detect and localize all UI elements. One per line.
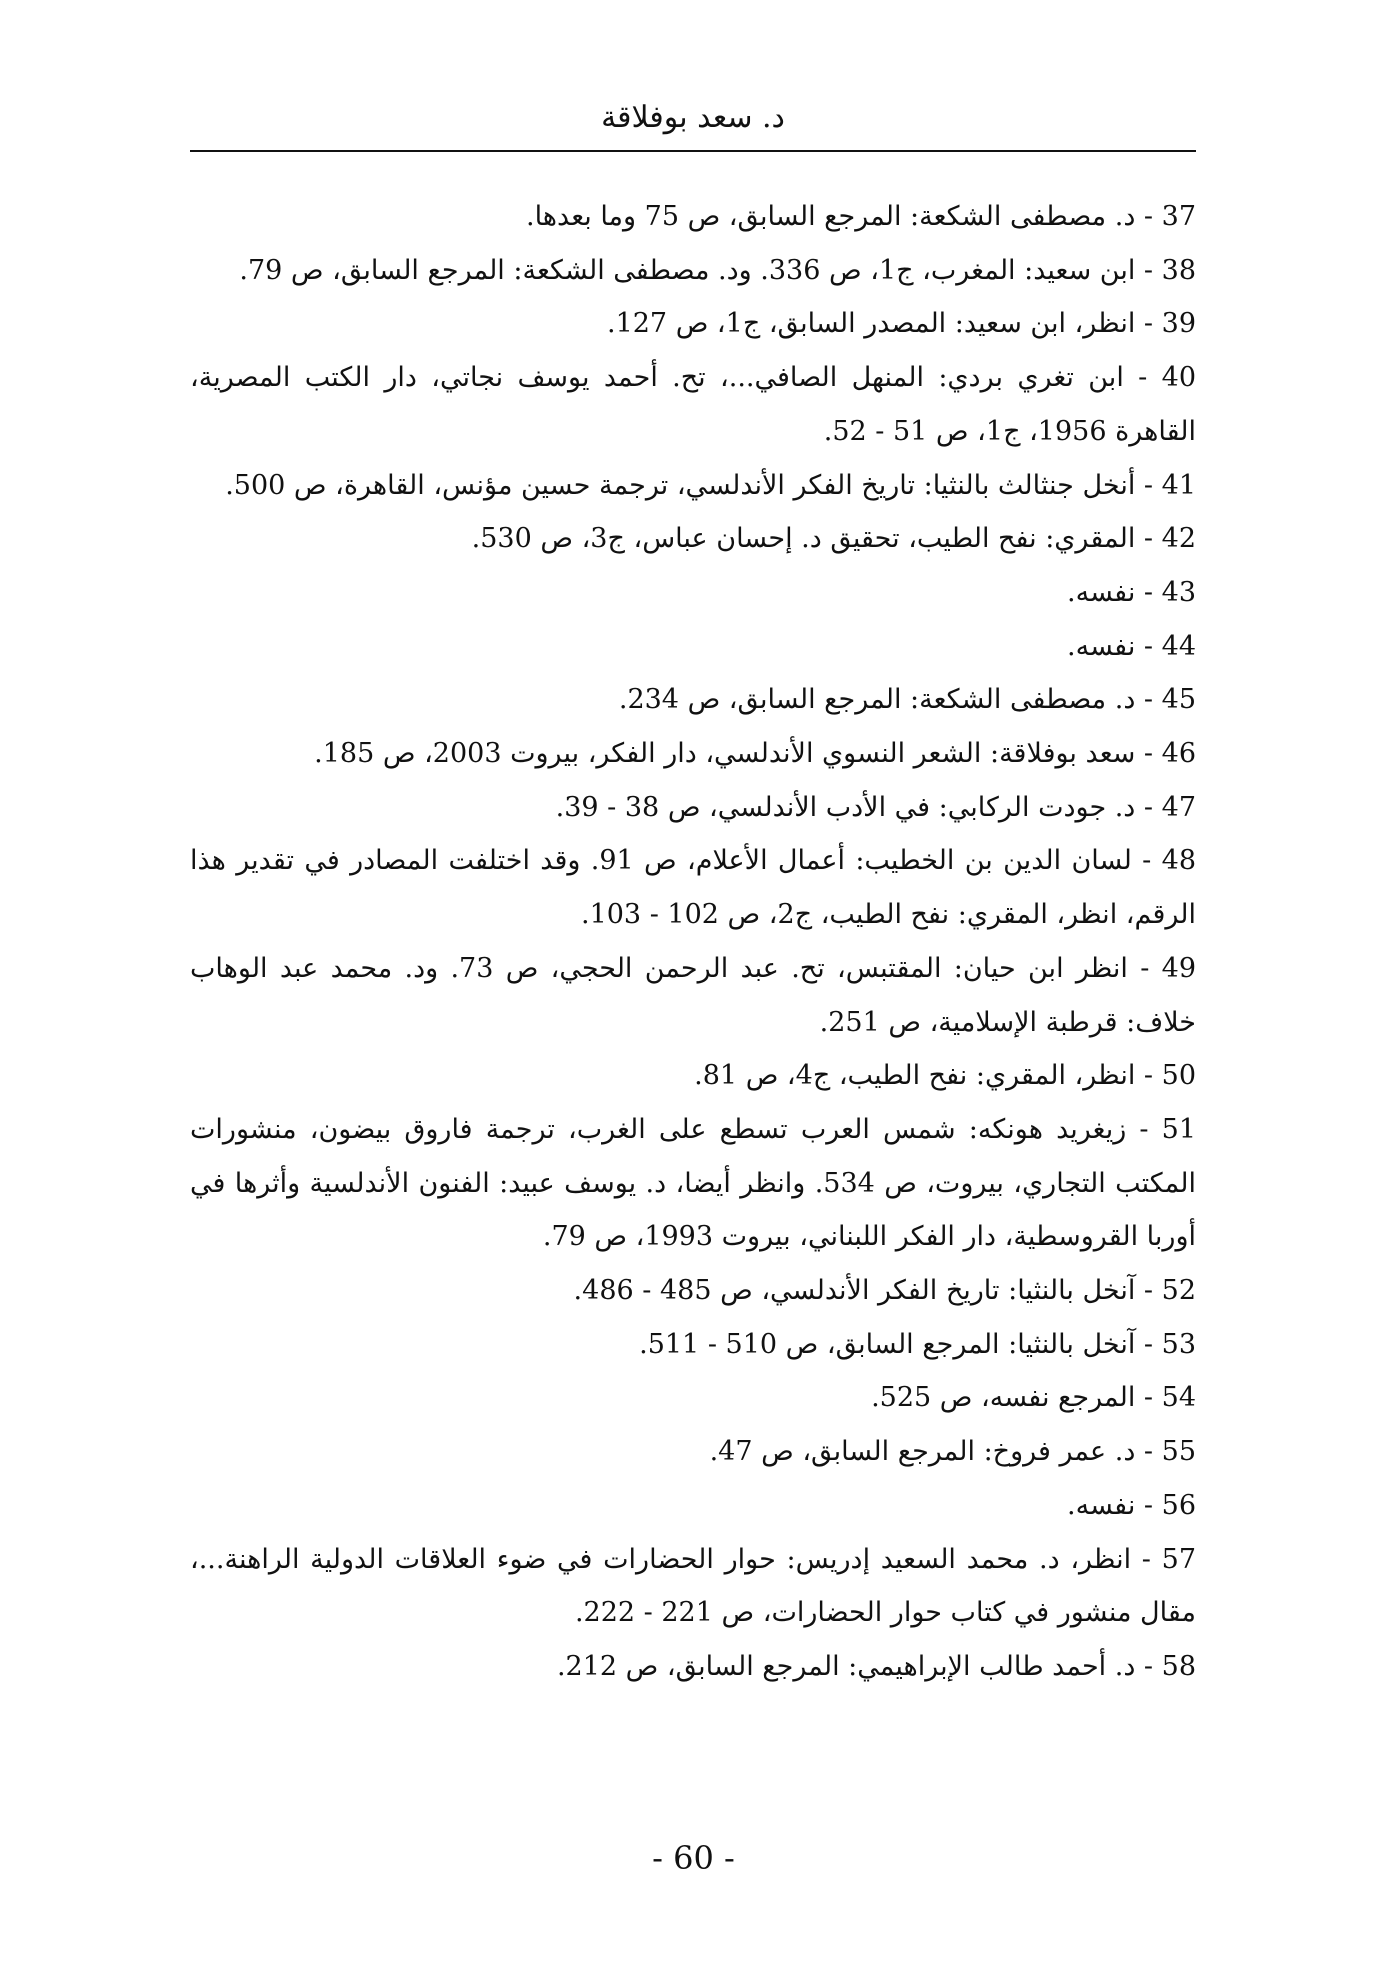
footnotes-list bbox=[190, 190, 1196, 1694]
footnote-number: 58 bbox=[1161, 1650, 1196, 1682]
footnote-51: 51 - زيغريد هونكه: شمس العرب تسطع على الغرب، ترجمة فاروق بيضون، منشورات المكتب التجاري، بيروت، ص 534. وانظر أيضا، د. يوسف عبيد: الفنون الأندلسية وأثرها في أوربا القروسطية، دار الفكر اللبناني، بيروت 1993، ص 79. bbox=[190, 1113, 1196, 1253]
footnote-55: 55 - د. عمر فروخ: المرجع السابق، ص 47. bbox=[709, 1436, 1196, 1468]
footnote-48: 48 - لسان الدين بن الخطيب: أعمال الأعلام، ص 91. وقد اختلفت المصادر في تقدير هذا الرقم، انظر، المقري: نفح الطيب، ج2، ص 102 - 103. bbox=[190, 845, 1196, 931]
footnote-text: انظر، ابن سعيد: المصدر السابق، ج1، ص 127. bbox=[606, 308, 1136, 340]
footnote-43: 43 - نفسه. bbox=[1067, 576, 1196, 608]
running-header: د. سعد بوفلاقة bbox=[601, 100, 785, 135]
footnote-50: 50 - انظر، المقري: نفح الطيب، ج4، ص 81. bbox=[694, 1060, 1196, 1092]
footnote-text: د. مصطفى الشكعة: المرجع السابق، ص 234. bbox=[618, 684, 1136, 716]
footnote-number: 37 bbox=[1161, 201, 1196, 232]
footnote-number: 50 bbox=[1161, 1060, 1196, 1092]
footnote-number: 39 bbox=[1161, 308, 1196, 340]
footnote-number: 48 bbox=[1161, 845, 1196, 877]
footnote-38: 38 - ابن سعيد: المغرب، ج1، ص 336. ود. مصطفى الشكعة: المرجع السابق، ص 79. bbox=[239, 254, 1196, 286]
footnote-text: انظر ابن حيان: المقتبس، تح. عبد الرحمن الحجي، ص 73. ود. محمد عبد الوهاب خلاف: قرطبة الإسلامية، ص 251. bbox=[190, 952, 1196, 1038]
footnote-text: انظر، د. محمد السعيد إدريس: حوار الحضارات في ضوء العلاقات الدولية الراهنة...، مقال منشور في كتاب حوار الحضارات، ص 221 - 222. bbox=[190, 1543, 1196, 1629]
footnote-57: 57 - انظر، د. محمد السعيد إدريس: حوار الحضارات في ضوء العلاقات الدولية الراهنة...، مقال منشور في كتاب حوار الحضارات، ص 221 - 222. bbox=[190, 1543, 1196, 1629]
footnote-text: المقري: نفح الطيب، تحقيق د. إحسان عباس، ج3، ص 530. bbox=[471, 523, 1136, 555]
footnote-37: 37 - د. مصطفى الشكعة: المرجع السابق، ص 75 وما بعدها. bbox=[525, 201, 1196, 232]
footnote-58: 58 - د. أحمد طالب الإبراهيمي: المرجع السابق، ص 212. bbox=[556, 1650, 1196, 1682]
footnote-text: د. مصطفى الشكعة: المرجع السابق، ص 75 وما بعدها. bbox=[525, 201, 1136, 232]
footnote-53: 53 - آنخل بالنثيا: المرجع السابق، ص 510 - 511. bbox=[639, 1328, 1196, 1360]
footnote-text: زيغريد هونكه: شمس العرب تسطع على الغرب، ترجمة فاروق بيضون، منشورات المكتب التجاري، بيروت، ص 534. وانظر أيضا، د. يوسف عبيد: الفنون الأندلسية وأثرها في أوربا القروسطية، دار الفكر اللبناني، بيروت 1993، ص 79. bbox=[190, 1113, 1196, 1253]
footnote-text: نفسه. bbox=[1067, 576, 1136, 608]
footnote-number: 54 bbox=[1161, 1382, 1196, 1414]
header-rule bbox=[190, 150, 1196, 152]
footnote-number: 52 bbox=[1161, 1275, 1196, 1307]
footnote-number: 41 bbox=[1161, 469, 1196, 501]
footnote-40: 40 - ابن تغري بردي: المنهل الصافي...، تح. أحمد يوسف نجاتي، دار الكتب المصرية، القاهرة 1956، ج1، ص 51 - 52. bbox=[190, 362, 1196, 447]
footnote-text: آنخل بالنثيا: تاريخ الفكر الأندلسي، ص 485 - 486. bbox=[573, 1275, 1136, 1307]
footnote-number: 55 bbox=[1161, 1436, 1196, 1468]
footnote-45: 45 - د. مصطفى الشكعة: المرجع السابق، ص 234. bbox=[618, 684, 1196, 716]
footnote-41: 41 - أنخل جنثالث بالنثيا: تاريخ الفكر الأندلسي، ترجمة حسين مؤنس، القاهرة، ص 500. bbox=[225, 469, 1196, 501]
footnote-text: ابن سعيد: المغرب، ج1، ص 336. ود. مصطفى الشكعة: المرجع السابق، ص 79. bbox=[239, 254, 1136, 286]
footnote-text: ابن تغري بردي: المنهل الصافي...، تح. أحمد يوسف نجاتي، دار الكتب المصرية، القاهرة 1956، ج1، ص 51 - 52. bbox=[190, 362, 1196, 447]
footnote-number: 57 bbox=[1161, 1543, 1196, 1575]
footnote-54: 54 - المرجع نفسه، ص 525. bbox=[871, 1382, 1196, 1414]
footnote-number: 42 bbox=[1161, 523, 1196, 555]
footnote-number: 43 bbox=[1161, 576, 1196, 608]
footnote-number: 56 bbox=[1161, 1489, 1196, 1521]
footnote-number: 53 bbox=[1161, 1328, 1196, 1360]
footnote-text: نفسه. bbox=[1067, 1489, 1136, 1521]
footnote-46: 46 - سعد بوفلاقة: الشعر النسوي الأندلسي، دار الفكر، بيروت 2003، ص 185. bbox=[314, 738, 1196, 770]
footnote-47: 47 - د. جودت الركابي: في الأدب الأندلسي، ص 38 - 39. bbox=[555, 791, 1196, 823]
footnote-number: 51 bbox=[1161, 1113, 1196, 1145]
footnote-number: 45 bbox=[1161, 684, 1196, 716]
footnote-text: د. جودت الركابي: في الأدب الأندلسي، ص 38 - 39. bbox=[555, 791, 1136, 823]
footnote-text: د. عمر فروخ: المرجع السابق، ص 47. bbox=[709, 1436, 1136, 1468]
footnote-number: 44 bbox=[1161, 630, 1196, 662]
footnote-56: 56 - نفسه. bbox=[1067, 1489, 1196, 1521]
footnote-text: د. أحمد طالب الإبراهيمي: المرجع السابق، ص 212. bbox=[556, 1650, 1136, 1682]
footnote-39: 39 - انظر، ابن سعيد: المصدر السابق، ج1، ص 127. bbox=[606, 308, 1196, 340]
page-number: - 60 - bbox=[652, 1839, 735, 1877]
footnote-49: 49 - انظر ابن حيان: المقتبس، تح. عبد الرحمن الحجي، ص 73. ود. محمد عبد الوهاب خلاف: قرطبة الإسلامية، ص 251. bbox=[190, 952, 1196, 1038]
footnote-text: آنخل بالنثيا: المرجع السابق، ص 510 - 511. bbox=[639, 1328, 1136, 1360]
footnote-text: سعد بوفلاقة: الشعر النسوي الأندلسي، دار الفكر، بيروت 2003، ص 185. bbox=[314, 738, 1136, 770]
footnote-number: 40 bbox=[1161, 362, 1196, 394]
footnote-text: انظر، المقري: نفح الطيب، ج4، ص 81. bbox=[694, 1060, 1136, 1092]
footnote-52: 52 - آنخل بالنثيا: تاريخ الفكر الأندلسي، ص 485 - 486. bbox=[573, 1275, 1196, 1307]
footnote-number: 49 bbox=[1161, 952, 1196, 984]
footnote-text: نفسه. bbox=[1067, 630, 1136, 662]
footnote-text: أنخل جنثالث بالنثيا: تاريخ الفكر الأندلسي، ترجمة حسين مؤنس، القاهرة، ص 500. bbox=[225, 469, 1136, 501]
footnote-42: 42 - المقري: نفح الطيب، تحقيق د. إحسان عباس، ج3، ص 530. bbox=[471, 523, 1196, 555]
footnote-text: المرجع نفسه، ص 525. bbox=[871, 1382, 1136, 1414]
footnote-number: 46 bbox=[1161, 738, 1196, 770]
footnote-number: 47 bbox=[1161, 791, 1196, 823]
footnote-44: 44 - نفسه. bbox=[1067, 630, 1196, 662]
footnote-number: 38 bbox=[1161, 254, 1196, 286]
footnote-text: لسان الدين بن الخطيب: أعمال الأعلام، ص 91. وقد اختلفت المصادر في تقدير هذا الرقم، انظر، المقري: نفح الطيب، ج2، ص 102 - 103. bbox=[190, 845, 1196, 931]
